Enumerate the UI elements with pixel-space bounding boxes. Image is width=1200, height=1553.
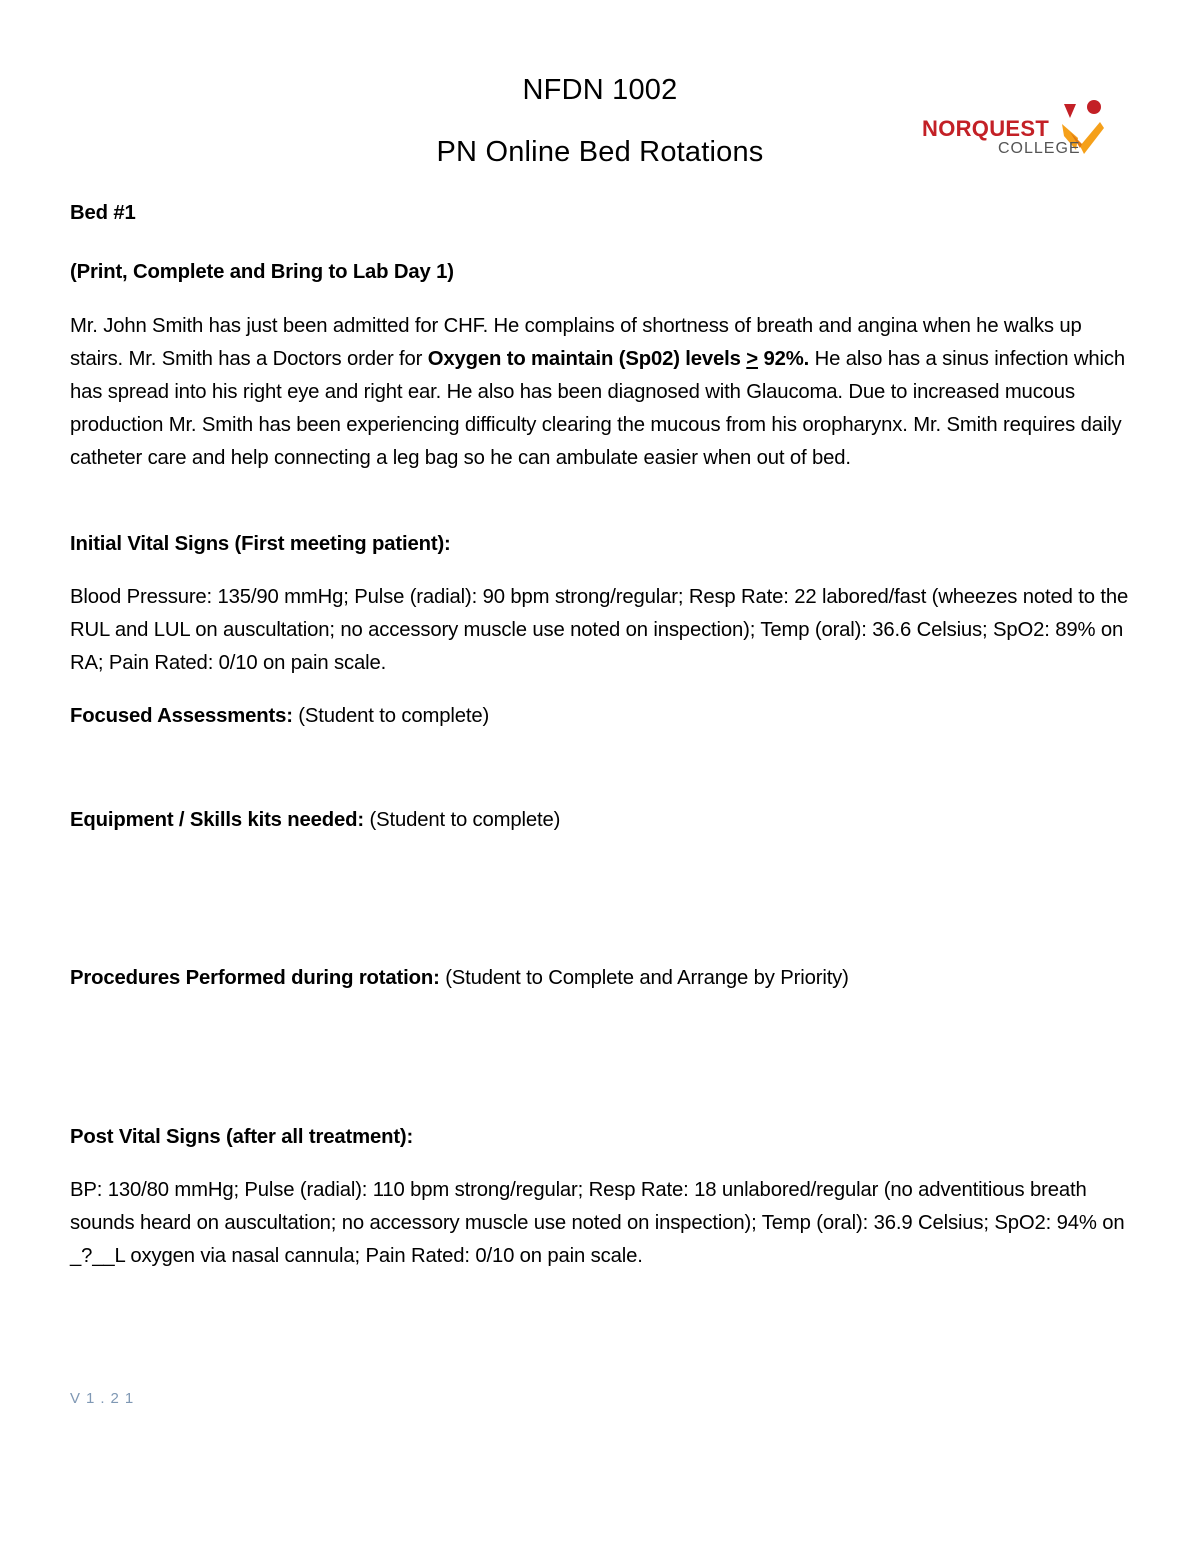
focused-assessments-note: (Student to complete) [292, 705, 490, 727]
initial-vitals-text: Blood Pressure: 135/90 mmHg; Pulse (radial): 90 bpm strong/regular; Resp Rate: 22 labored/fast (wheezes noted to the RUL and LUL on auscultation; no accessory muscle use noted on inspection); Temp (oral): 36.6 Celsius; SpO2: 89% on RA; Pain Rated: 0/10 on pain scale. [70, 586, 1129, 674]
post-vitals-text: BP: 130/80 mmHg; Pulse (radial): 110 bpm strong/regular; Resp Rate: 18 unlabored/regular (no adventitious breath sounds heard on auscultation; no accessory muscle use noted on inspection); Temp (oral): 36.9 Celsius; SpO2: 94% on _?__L oxygen via nasal cannula; Pain Rated: 0/10 on pain scale. [70, 1179, 1125, 1267]
bed-heading: Bed #1 [70, 202, 136, 224]
course-code: NFDN 1002 [522, 74, 678, 106]
oxygen-order-symbol: > [746, 348, 758, 370]
focused-assessments-label: Focused Assessments: [70, 705, 293, 727]
equipment-note: (Student to complete) [364, 809, 561, 831]
oxygen-order-text: Oxygen to maintain (Sp02) levels [427, 348, 747, 370]
focused-assessments [70, 700, 1130, 733]
bed-instruction: (Print, Complete and Bring to Lab Day 1) [70, 261, 454, 283]
procedures-note: (Student to Complete and Arrange by Priority) [439, 967, 849, 989]
procedures-performed [70, 962, 1130, 995]
procedures-label: Procedures Performed during rotation: [70, 967, 440, 989]
norquest-logo [920, 96, 1120, 166]
scenario-paragraph [70, 310, 1130, 475]
scenario-text-1: Mr. John Smith has just been admitted for CHF. He complains of shortness of breath and angina when he walks up stairs. Mr. Smith has a Doctors order for [70, 315, 1082, 370]
scenario-text-2: He also has a sinus infection which has spread into his right eye and right ear. He also has been diagnosed with Glaucoma. Due to increased mucous production Mr. Smith has been experiencing difficulty clearing the mucous from his oropharynx. Mr. Smith requires daily catheter care and help connecting a leg bag so he can ambulate easier when out of bed. [70, 348, 1126, 469]
logo-subtitle: COLLEGE [998, 140, 1081, 157]
logo-wordmark: NORQUEST [922, 116, 1050, 141]
equipment-label: Equipment / Skills kits needed: [70, 809, 365, 831]
oxygen-order-target: 92%. [757, 348, 810, 370]
page-title: PN Online Bed Rotations [436, 136, 764, 168]
equipment-needed [70, 804, 1130, 837]
version-label: V1.21 [70, 1390, 140, 1407]
post-vitals-heading: Post Vital Signs (after all treatment): [70, 1126, 414, 1148]
oxygen-order [428, 348, 809, 370]
initial-vitals-heading: Initial Vital Signs (First meeting patient): [70, 533, 451, 555]
